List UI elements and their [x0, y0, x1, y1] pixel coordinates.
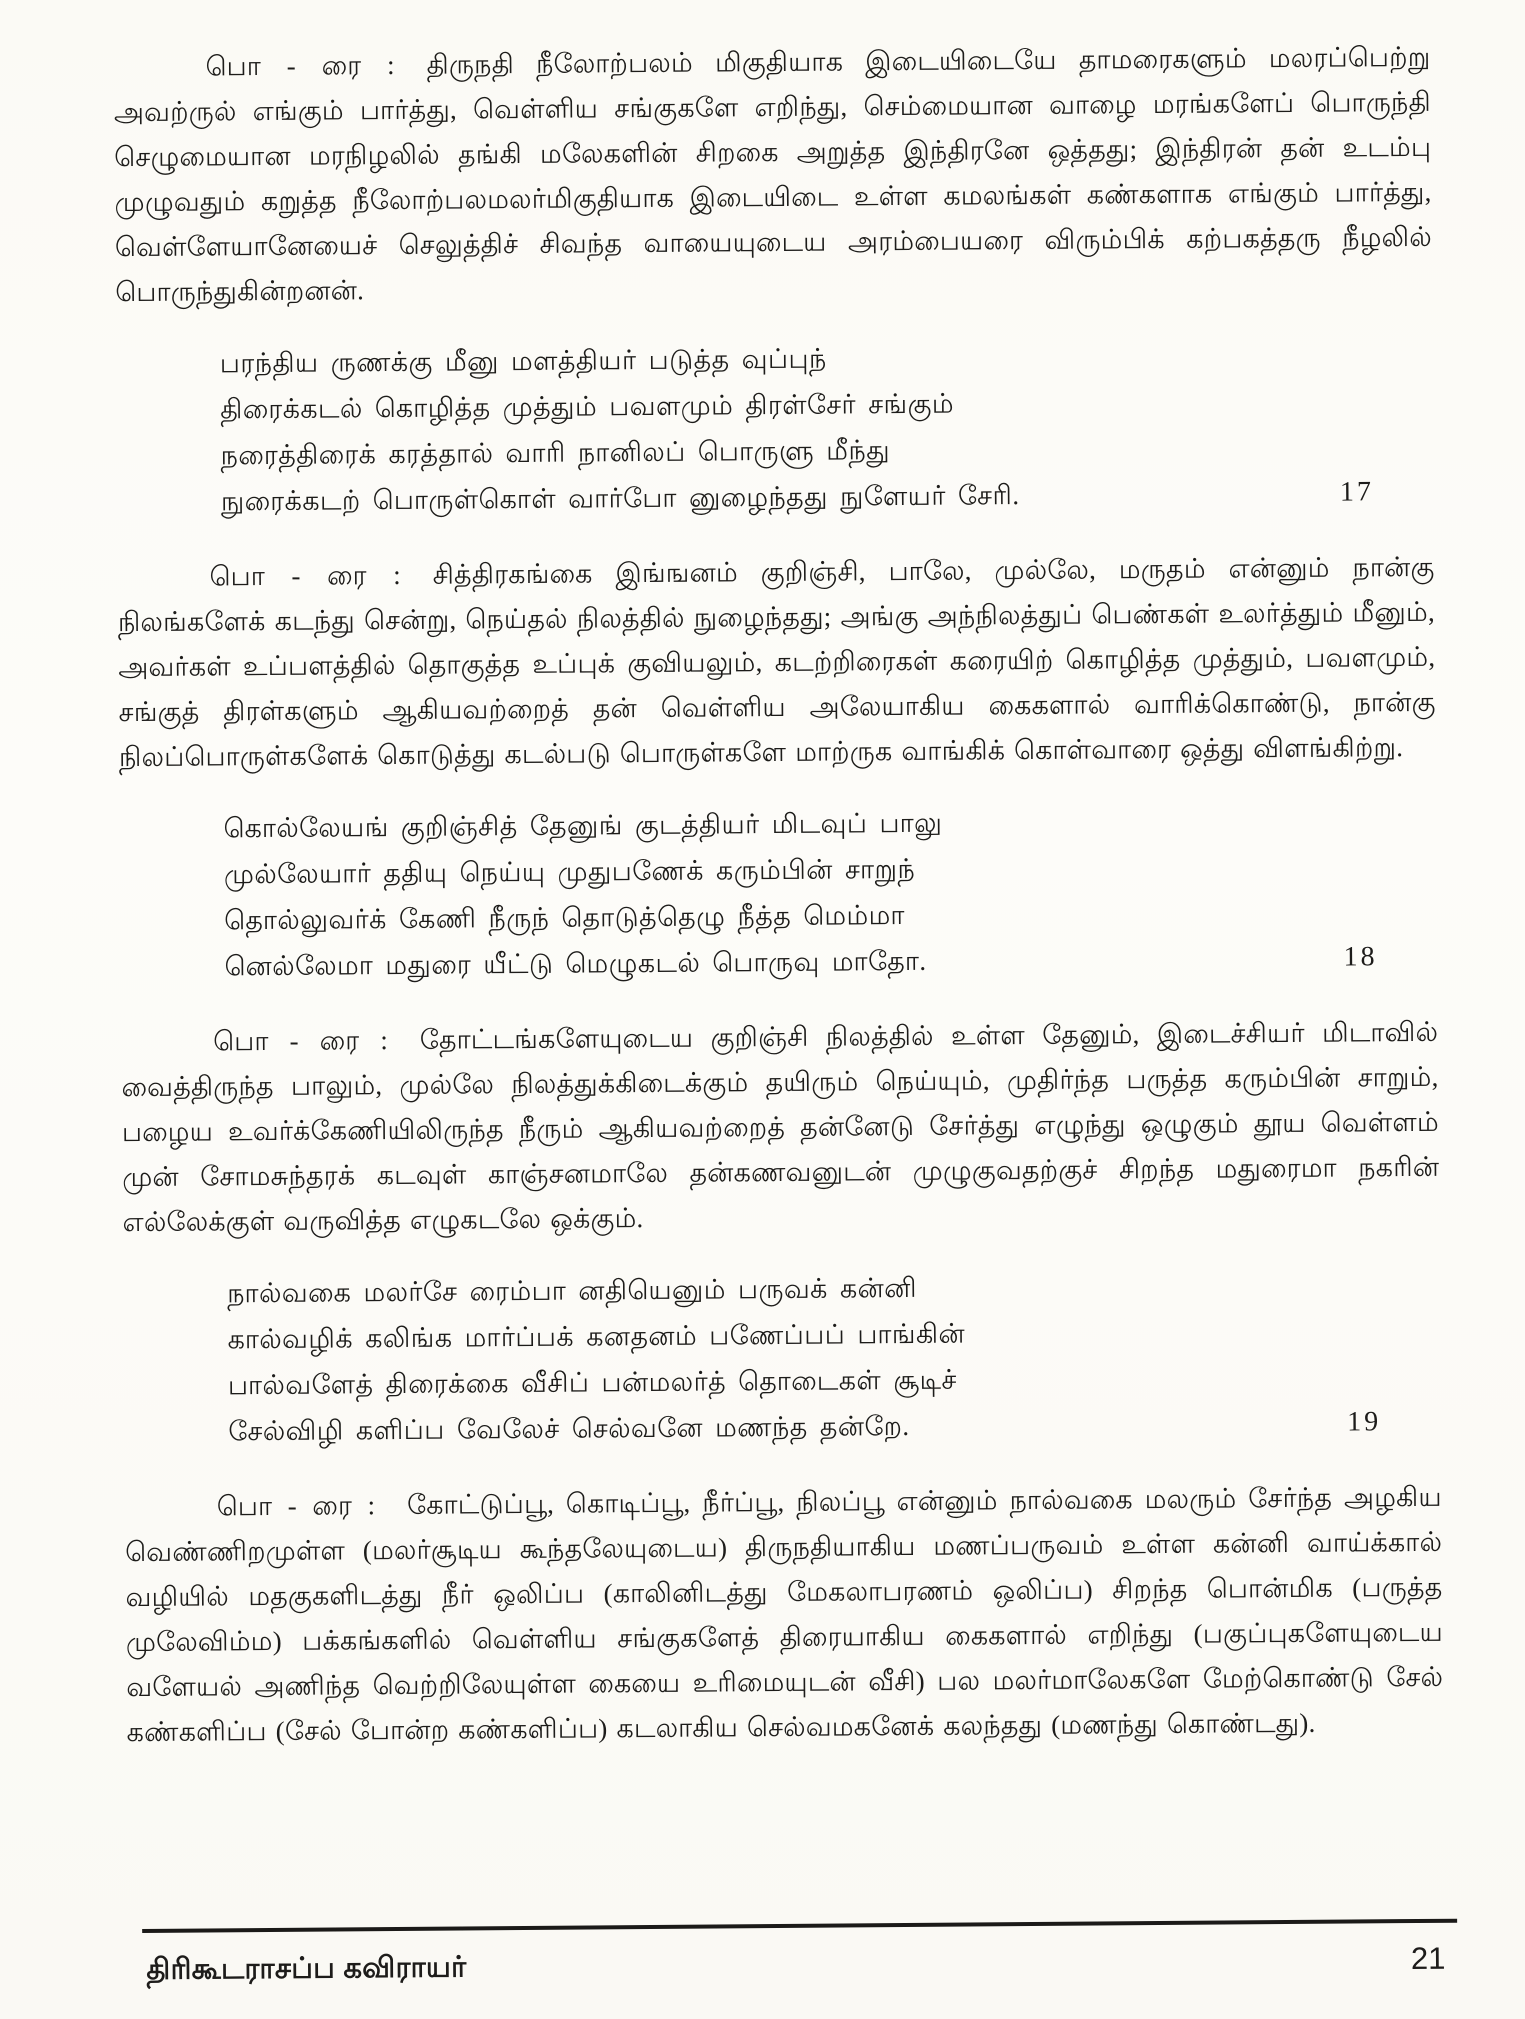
page-footer [142, 1919, 1457, 1990]
verse-number: 18 [1343, 941, 1378, 973]
verse-line [228, 1399, 1381, 1454]
verse-line-text: சேல்விழி களிப்ப வேலேச் செல்வனே மணந்த தன்றே. [228, 1410, 910, 1447]
verse-line: கொல்லேயங் குறிஞ்சித் தேனுங் குடத்தியர் மிடவுப் பாலு [223, 807, 943, 844]
verse-line: நரைத்திரைக் கரத்தால் வாரி நானிலப் பொருளு மீந்து [220, 435, 891, 471]
commentary-text: கோட்டுப்பூ, கொடிப்பூ, நீர்ப்பூ, நிலப்பூ என்னும் நால்வகை மலரும் சேர்ந்த அழகிய வெண்ணிறமுள்ள (மலர்சூடிய கூந்தலேயுடைய) திருநதியாகிய மணப்பருவம் உள்ள கன்னி வாய்க்கால் வழியில் மதகுகளிடத்து நீர் ஒலிப்ப (காலினிடத்து மேகலாபரணம் ஒலிப்ப) சிறந்த பொன்மிக (பருத்த முலேவிம்ம) பக்கங்களில் வெள்ளிய சங்குகளேத் திரையாகிய கைகளால் எறிந்து (பகுப்புகளேயுடைய வளேயல் அணிந்த வெற்றிலேயுள்ள கையை உரிமையுடன் வீசி) பல மலர்மாலேகளே மேற்கொண்டு சேல் கண்களிப்ப (சேல் போன்ற கண்களிப்ப) கடலாகிய செல்வமகனேக் கலந்தது (மணந்து கொண்டது). [125, 1481, 1444, 1748]
commentary-text: திருநதி நீலோற்பலம் மிகுதியாக இடையிடையே தாமரைகளும் மலரப்பெற்று அவற்ருல் எங்கும் பார்த்து, வெள்ளிய சங்குகளே எறிந்து, செம்மையான வாழை மரங்களேப் பொருந்தி செழுமையான மரநிழலில் தங்கி மலேகளின் சிறகை அறுத்த இந்திரனே ஒத்தது; இந்திரன் தன் உடம்பு முழுவதும் கறுத்த நீலோற்பலமலர்மிகுதியாக இடையிடை உள்ள கமலங்கள் கண்களாக எங்கும் பார்த்து, வெள்ளேயானேயைச் செலுத்திச் சிவந்த வாயையுடைய அரம்பையரை விரும்பிக் கற்பகத்தரு நீழலில் பொருந்துகின்றனன். [113, 41, 1433, 308]
commentary-paragraph-4 [125, 1475, 1444, 1755]
verse-line: கால்வழிக் கலிங்க மார்ப்பக் கனதனம் பணேப்பப் பாங்கின் [227, 1318, 966, 1355]
verse-line: தொல்லுவர்க் கேணி நீருந் தொடுத்தெழு நீத்த மெம்மா [224, 900, 905, 936]
verse-line: நால்வகை மலர்சே ரைம்பா னதியெனும் பருவக் கன்னி [227, 1272, 918, 1309]
verse-line [224, 934, 1377, 989]
footer-rule [142, 1919, 1457, 1933]
commentary-paragraph-2 [117, 545, 1436, 780]
footer-author: திரிகூடராசப்ப கவிராயர் [146, 1951, 467, 1986]
verse-line [221, 469, 1374, 524]
verse-line: முல்லேயார் ததியு நெய்யு முதுபணேக் கரும்பின் சாறுந் [223, 853, 916, 890]
verse-line: திரைக்கடல் கொழித்த முத்தும் பவளமும் திரள்சேர் சங்கும் [220, 388, 955, 425]
verse-18 [223, 796, 1377, 989]
commentary-text: சித்திரகங்கை இங்ஙனம் குறிஞ்சி, பாலே, முல்லே, மருதம் என்னும் நான்கு நிலங்களேக் கடந்து சென்று, நெய்தல் நிலத்தில் நுழைந்தது; அங்கு அந்நிலத்துப் பெண்கள் உலர்த்தும் மீனும், அவர்கள் உப்பளத்தில் தொகுத்த உப்புக் குவியலும், கடற்றிரைகள் கரையிற் கொழித்த முத்தும், பவளமும், சங்குத் திரள்களும் ஆகியவற்றைத் தன் வெள்ளிய அலேயாகிய கைகளால் வாரிக்கொண்டு, நான்கு நிலப்பொருள்களேக் கொடுத்து கடல்படு பொருள்களே மாற்ருக வாங்கிக் கொள்வாரை ஒத்து விளங்கிற்று. [117, 551, 1436, 773]
page-content [113, 35, 1446, 2019]
page-number: 21 [1410, 1940, 1446, 1977]
commentary-label: பொ - ரை : [209, 559, 403, 592]
verse-line-text: னெல்லேமா மதுரை யீட்டு மெழுகடல் பொருவு மாதோ. [224, 945, 927, 982]
verse-19 [227, 1261, 1381, 1454]
commentary-label: பொ - ரை : [205, 49, 397, 82]
verse-number: 17 [1339, 476, 1375, 508]
commentary-paragraph-1 [113, 35, 1432, 315]
verse-17 [220, 331, 1374, 524]
verse-line: பால்வளேத் திரைக்கை வீசிப் பன்மலர்த் தொடைகள் சூடிச் [227, 1364, 957, 1401]
verse-line: பரந்திய ருணக்கு மீனு மளத்தியர் படுத்த வுப்புந் [219, 343, 827, 379]
verse-number: 19 [1347, 1406, 1382, 1438]
commentary-paragraph-3 [121, 1010, 1440, 1245]
commentary-text: தோட்டங்களேயுடைய குறிஞ்சி நிலத்தில் உள்ள தேனும், இடைச்சியர் மிடாவில் வைத்திருந்த பாலும், முல்லே நிலத்துக்கிடைக்கும் தயிரும் நெய்யும், முதிர்ந்த பருத்த கரும்பின் சாறும், பழைய உவர்க்கேணியிலிருந்த நீரும் ஆகியவற்றைத் தன்னேடு சேர்த்து எழுந்து ஒழுகும் தூய வெள்ளம் முன் சோமசுந்தரக் கடவுள் காஞ்சனமாலே தன்கணவனுடன் முழுகுவதற்குச் சிறந்த மதுரைமா நகரின் எல்லேக்குள் வருவித்த எழுகடலே ஒக்கும். [121, 1016, 1440, 1238]
verse-line-text: நுரைக்கடற் பொருள்கொள் வார்போ னுழைந்தது நுளேயர் சேரி. [220, 480, 1020, 517]
commentary-label: பொ - ரை : [216, 1490, 378, 1522]
footer-row [142, 1941, 1457, 1990]
commentary-label: பொ - ரை : [213, 1025, 390, 1057]
